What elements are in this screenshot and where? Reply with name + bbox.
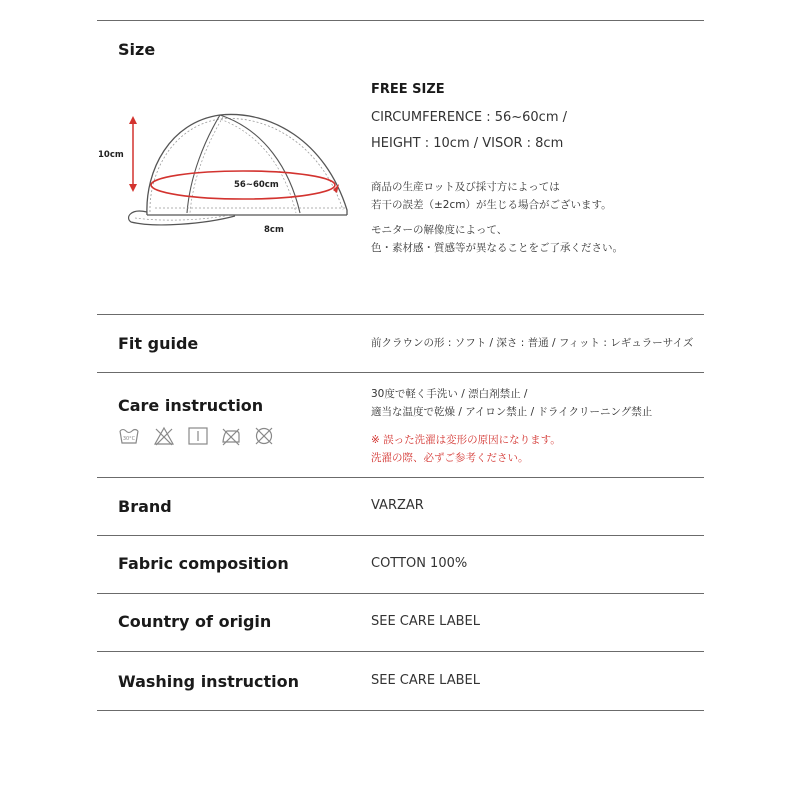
visor-dimension-label: 8cm [264,225,284,235]
circumference-spec: CIRCUMFERENCE : 56~60cm / [371,110,568,125]
no-bleach-icon [153,425,175,447]
divider-origin-bottom [97,651,704,652]
dry-icon [187,425,209,447]
hand-wash-30-icon [118,425,140,447]
hat-size-diagram [95,100,365,250]
circumference-dimension-label: 56~60cm [234,180,279,190]
divider-fit-bottom [97,372,704,373]
care-line2: 適当な温度で乾燥 / アイロン禁止 / ドライクリーニング禁止 [371,406,653,418]
fabric-composition-heading: Fabric composition [118,554,289,573]
divider-brand-bottom [97,535,704,536]
height-visor-spec: HEIGHT : 10cm / VISOR : 8cm [371,136,564,151]
size-note-line4: 色・素材感・質感等が異なることをご了承ください。 [371,242,623,254]
fabric-composition-value: COTTON 100% [371,556,468,571]
size-note-line1: 商品の生産ロット及び採寸方によっては [371,181,560,193]
no-iron-icon [220,425,242,447]
care-warning-line1: ※ 誤った洗濯は変形の原因になります。 [371,434,561,446]
divider-care-bottom [97,477,704,478]
care-symbols-row [118,425,278,447]
care-line1: 30度で軽く手洗い / 漂白剤禁止 / [371,388,528,400]
height-dimension-label: 10cm [98,150,124,160]
hat-outline-graphic [95,100,365,250]
size-note-line3: モニターの解像度によって、 [371,224,508,236]
size-heading: Size [118,40,156,59]
care-instruction-heading: Care instruction [118,396,264,415]
washing-instruction-heading: Washing instruction [118,672,300,691]
no-dry-clean-icon [253,425,275,447]
brand-value: VARZAR [371,498,424,513]
size-note-line2: 若干の誤差（±2cm）が生じる場合がございます。 [371,199,612,211]
country-of-origin-value: SEE CARE LABEL [371,614,480,629]
fit-guide-value: 前クラウンの形 : ソフト / 深さ : 普通 / フィット : レギュラーサイズ [371,337,694,349]
divider-size-bottom [97,314,704,315]
free-size-title: FREE SIZE [371,82,445,97]
divider-fabric-bottom [97,593,704,594]
divider-bottom [97,710,704,711]
brand-heading: Brand [118,497,172,516]
divider-top [97,20,704,21]
wash-temp-text: 30°C [122,436,136,442]
care-warning-line2: 洗濯の際、必ずご参考ください。 [371,452,529,464]
washing-instruction-value: SEE CARE LABEL [371,673,480,688]
country-of-origin-heading: Country of origin [118,612,272,631]
fit-guide-heading: Fit guide [118,334,199,353]
